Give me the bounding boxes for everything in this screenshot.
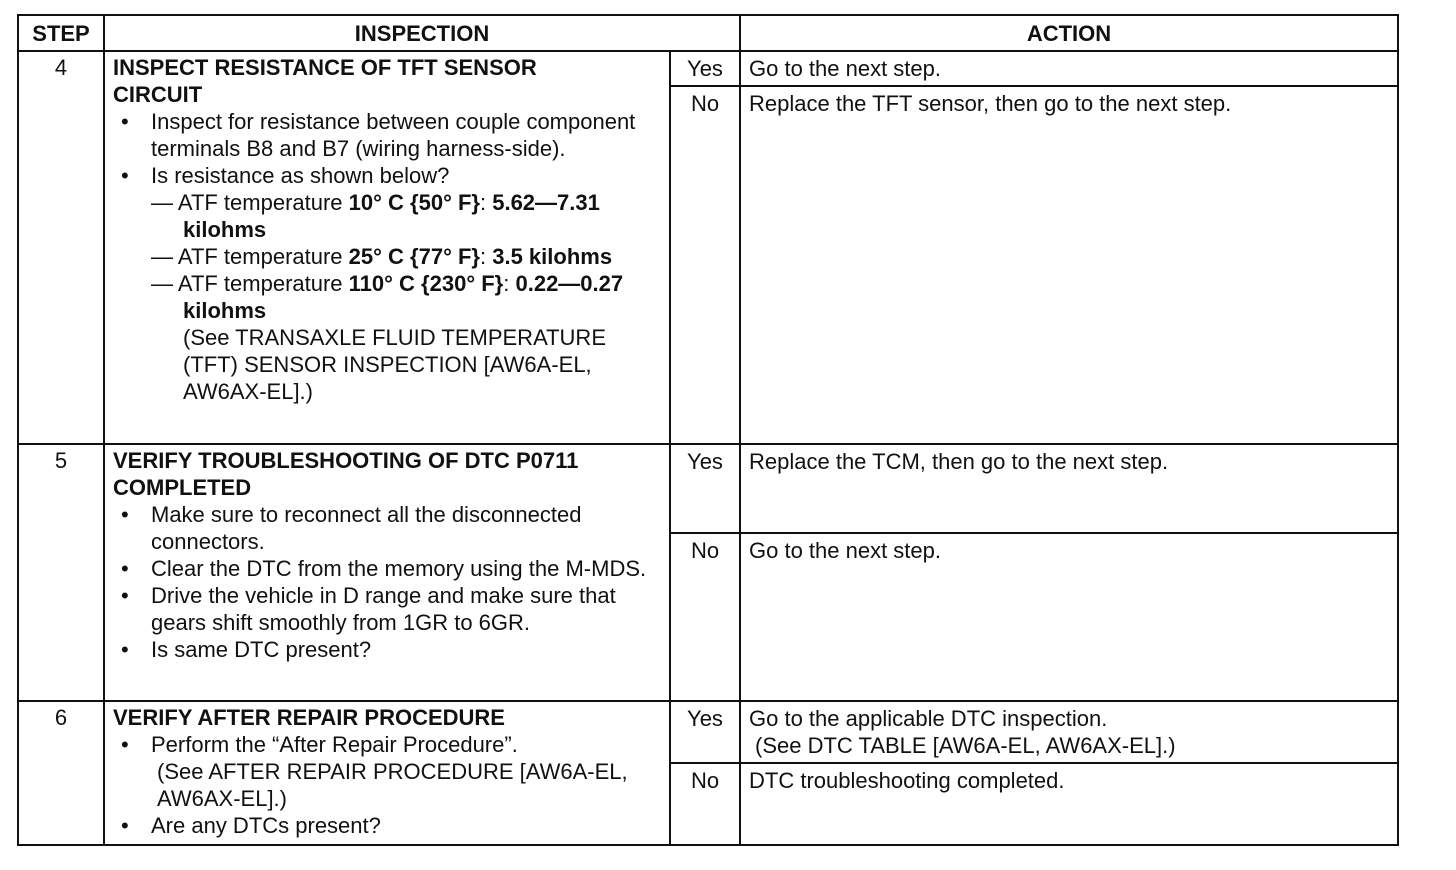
no-label: No <box>670 763 740 845</box>
bullet-item: • Perform the “After Repair Procedure”. (See AFTER REPAIR PROCEDURE [AW6A-EL, AW6AX-EL].) <box>151 731 663 812</box>
header-row <box>18 15 1398 51</box>
step-5-yes-row <box>18 444 1398 533</box>
step-number: 5 <box>18 444 104 701</box>
step-number: 4 <box>18 51 104 444</box>
inspection-cell <box>104 701 670 845</box>
step-6-yes-row <box>18 701 1398 763</box>
bullet-item: • Drive the vehicle in D range and make sure that gears shift smoothly from 1GR to 6GR. <box>151 582 663 636</box>
no-action: Replace the TFT sensor, then go to the next step. <box>740 86 1398 444</box>
no-label: No <box>670 86 740 444</box>
yes-action: Go to the next step. <box>740 51 1398 86</box>
reference-note: (See TRANSAXLE FLUID TEMPERATURE (TFT) SENSOR INSPECTION [AW6A-EL, AW6AX-EL].) <box>183 325 606 404</box>
header-inspection: INSPECTION <box>104 15 740 51</box>
inspection-bullets <box>113 731 663 839</box>
resistance-spec: — ATF temperature 10° C {50° F}: 5.62—7.31 kilohms <box>151 190 600 242</box>
resistance-spec: — ATF temperature 25° C {77° F}: 3.5 kilohms <box>151 244 613 269</box>
bullet-item: • Clear the DTC from the memory using the M-MDS. <box>151 555 663 582</box>
reference-note: (See DTC TABLE [AW6A-EL, AW6AX-EL].) <box>755 733 1176 758</box>
yes-action-cell <box>740 701 1398 763</box>
bullet-item: • Is resistance as shown below? <box>151 162 663 189</box>
header-action: ACTION <box>740 15 1398 51</box>
yes-label: Yes <box>670 444 740 533</box>
no-label: No <box>670 533 740 701</box>
bullet-item: • Make sure to reconnect all the disconnected connectors. <box>151 501 663 555</box>
inspection-cell <box>104 51 670 444</box>
inspection-cell <box>104 444 670 701</box>
yes-action: Replace the TCM, then go to the next step. <box>740 444 1398 533</box>
inspection-title: VERIFY TROUBLESHOOTING OF DTC P0711 COMPLETED <box>113 448 579 500</box>
troubleshooting-table <box>17 14 1399 846</box>
inspection-bullets <box>113 501 663 663</box>
bullet-item: • Is same DTC present? <box>151 636 663 663</box>
yes-label: Yes <box>670 701 740 763</box>
yes-action: Go to the applicable DTC inspection. <box>749 706 1108 731</box>
reference-note: (See AFTER REPAIR PROCEDURE [AW6A-EL, AW6AX-EL].) <box>157 759 628 811</box>
inspection-title: VERIFY AFTER REPAIR PROCEDURE <box>113 705 505 730</box>
step-4-yes-row <box>18 51 1398 86</box>
bullet-item: • Inspect for resistance between couple component terminals B8 and B7 (wiring harness-side). <box>151 108 663 162</box>
header-step: STEP <box>18 15 104 51</box>
no-action: DTC troubleshooting completed. <box>740 763 1398 845</box>
inspection-title: INSPECT RESISTANCE OF TFT SENSOR CIRCUIT <box>113 55 537 107</box>
yes-label: Yes <box>670 51 740 86</box>
no-action: Go to the next step. <box>740 533 1398 701</box>
bullet-item: • Are any DTCs present? <box>151 812 663 839</box>
resistance-spec: — ATF temperature 110° C {230° F}: 0.22—0.27 kilohms <box>151 271 624 323</box>
inspection-bullets <box>113 108 663 189</box>
step-number: 6 <box>18 701 104 845</box>
